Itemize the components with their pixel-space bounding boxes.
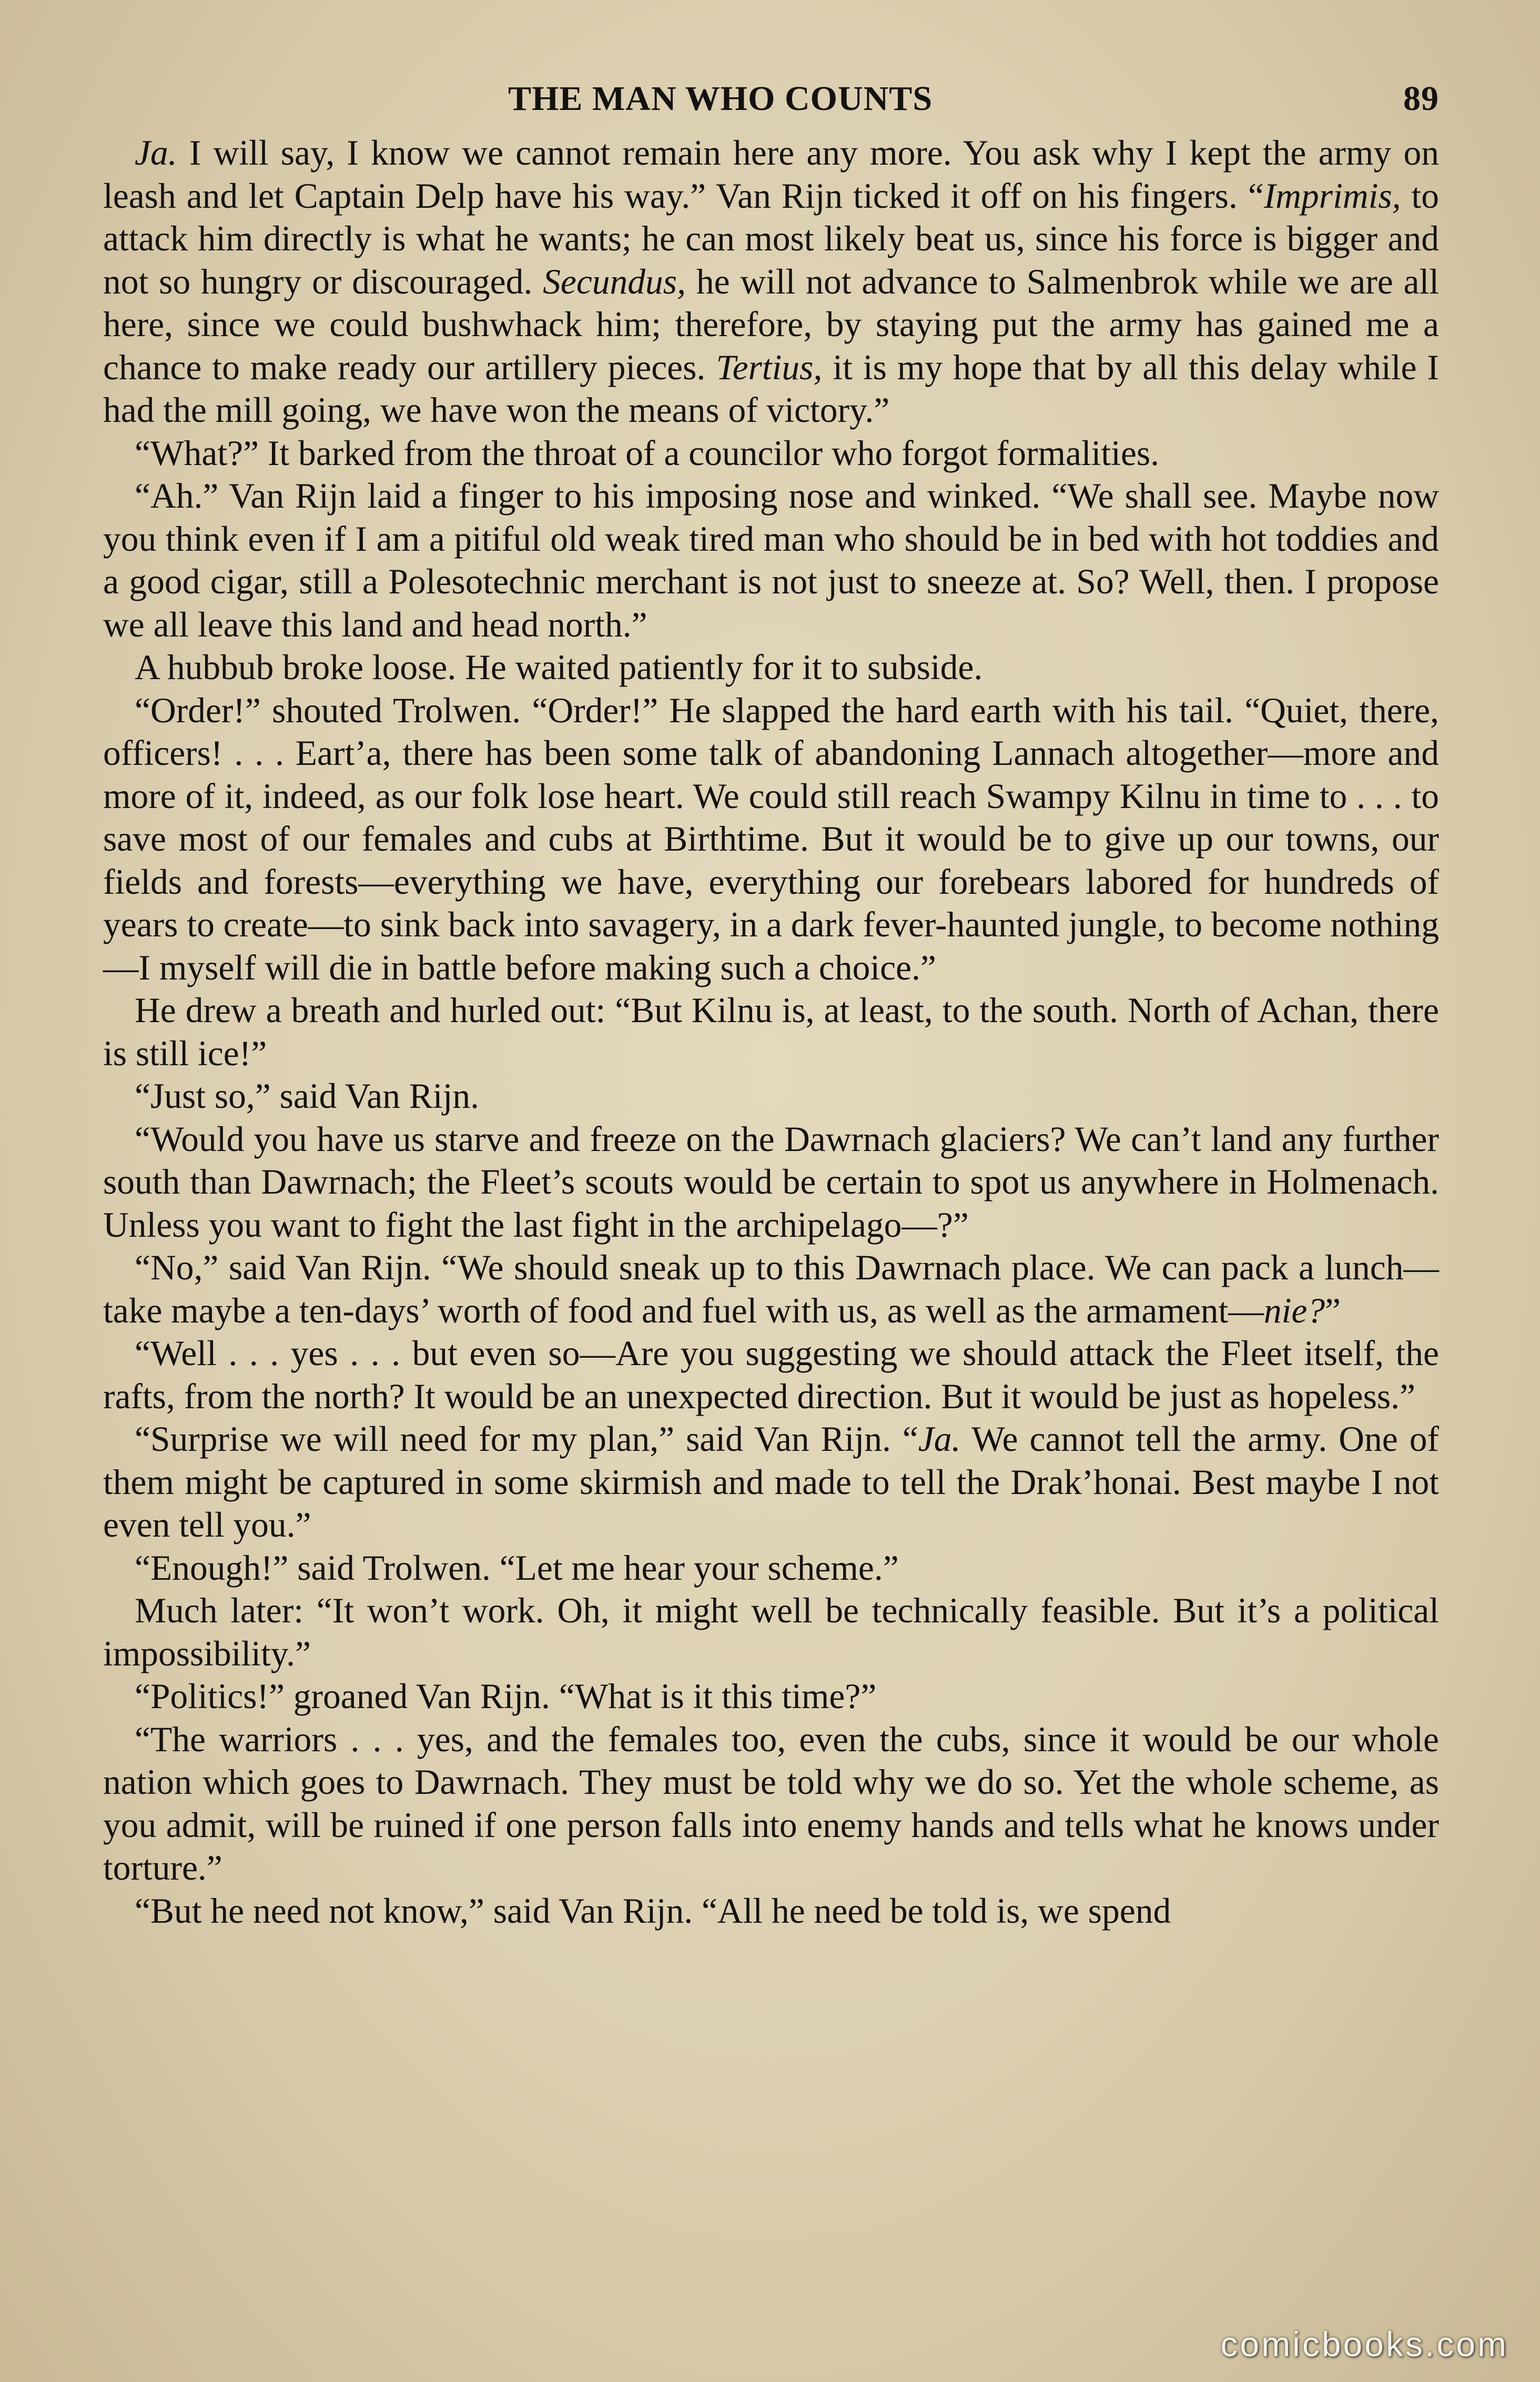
italic-text: Tertius, (716, 347, 823, 387)
paragraph-text: “Ah.” Van Rijn laid a finger to his imposing nose and winked. “We shall see. Maybe now you think even if I am a pitiful old weak tired man who should be in bed with hot toddies and a good cigar, still a Polesotechnic merchant is not just to sneeze at. So? Well, then. I propose we all leave this land and head north.” (103, 476, 1439, 644)
paragraph-text: ” (1325, 1290, 1341, 1330)
paragraph (103, 646, 1439, 689)
paragraph (103, 1246, 1439, 1332)
paragraph-text: “Well . . . yes . . . but even so—Are you suggesting we should attack the Fleet itself, the rafts, from the north? It would be an unexpected direction. But it would be just as hopeless.” (103, 1334, 1439, 1416)
paragraph (103, 1718, 1439, 1890)
italic-text: Imprimis, (1263, 176, 1401, 216)
paragraph-text: “What?” It barked from the throat of a councilor who forgot formalities. (135, 433, 1160, 473)
paragraph (103, 1547, 1439, 1590)
paragraph-text: it is my hope that by all this delay while I had the mill going, we have won the means of victory.” (103, 347, 1439, 430)
paragraph-text: “Surprise we will need for my plan,” said Van Rijn. “ (135, 1419, 918, 1459)
paragraph-text: Much later: “It won’t work. Oh, it might well be technically feasible. But it’s a political impossibility.” (103, 1591, 1439, 1673)
paragraph-text: “No,” said Van Rijn. “We should sneak up to this Dawrnach place. We can pack a lunch—take maybe a ten-days’ worth of food and fuel with us, as well as the armament— (103, 1248, 1439, 1330)
paragraph (103, 689, 1439, 990)
paragraph (103, 1890, 1439, 1933)
page-number: 89 (1403, 79, 1439, 118)
paragraph-text: “Enough!” said Trolwen. “Let me hear your scheme.” (135, 1548, 899, 1588)
italic-text: nie? (1263, 1290, 1325, 1330)
paragraph (103, 1589, 1439, 1675)
paragraph (103, 989, 1439, 1075)
running-head: THE MAN WHO COUNTS (508, 79, 933, 118)
paragraph-text: he will not advance to Salmenbrok while we are all here, since we could bushwhack him; therefore, by staying put the army has gained me a chance to make ready our artillery pieces. (103, 261, 1440, 387)
paragraph-text: We cannot tell the army. One of them might be captured in some skirmish and made to tell the Drak’honai. Best maybe I not even tell you.” (103, 1419, 1439, 1545)
text-body (103, 132, 1439, 1932)
paragraph-text: “The warriors . . . yes, and the females too, even the cubs, since it would be our whole nation which goes to Dawrnach. They must be told why we do so. Yet the whole scheme, as you admit, will be ruined if one person falls into enemy hands and tells what he knows under torture.” (103, 1719, 1439, 1888)
paragraph-text: I will say, I know we cannot remain here any more. You ask why I kept the army on leash and let Captain Delp have his way.” Van Rijn ticked it off on his fingers. “ (103, 133, 1439, 216)
italic-text: Secundus, (543, 261, 686, 301)
paragraph-text: “Would you have us starve and freeze on the Dawrnach glaciers? We can’t land any further south than Dawrnach; the Fleet’s scouts would be certain to spot us anywhere in Holmenach. Unless you want to fight the last fight in the archipelago—?” (103, 1119, 1439, 1245)
paragraph (103, 1675, 1439, 1718)
paragraph (103, 1118, 1439, 1247)
paragraph-text: to attack him directly is what he wants; he can most likely beat us, since his force is bigger and not so hungry or discouraged. (103, 176, 1439, 301)
paragraph-text: “Just so,” said Van Rijn. (135, 1076, 479, 1116)
paragraph (103, 1418, 1439, 1547)
italic-text: Ja. (135, 133, 177, 173)
paragraph (103, 1075, 1439, 1118)
paragraph (103, 475, 1439, 646)
italic-text: Ja. (918, 1419, 961, 1459)
paragraph (103, 132, 1439, 432)
paragraph (103, 1332, 1439, 1418)
paragraph-text: “Politics!” groaned Van Rijn. “What is it this time?” (135, 1677, 877, 1716)
paragraph (103, 432, 1439, 475)
paragraph-text: “But he need not know,” said Van Rijn. “All he need be told is, we spend (135, 1891, 1171, 1931)
page-header (103, 79, 1439, 126)
paragraph-text: He drew a breath and hurled out: “But Kilnu is, at least, to the south. North of Achan, there is still ice!” (103, 991, 1439, 1073)
watermark: comicbooks.com (1220, 2325, 1508, 2364)
paragraph-text: A hubbub broke loose. He waited patiently for it to subside. (135, 648, 983, 687)
paragraph-text: “Order!” shouted Trolwen. “Order!” He slapped the hard earth with his tail. “Quiet, there, officers! . . . Eart’a, there has been some talk of abandoning Lannach altogether—more and more of it, indeed, as our folk lose heart. We could still reach Swampy Kilnu in time to . . . to save most of our females and cubs at Birthtime. But it would be to give up our towns, our fields and forests—everything we have, everything our forebears labored for hundreds of years to create—to sink back into savagery, in a dark fever-haunted jungle, to become nothing—I myself will die in battle before making such a choice.” (103, 690, 1439, 987)
